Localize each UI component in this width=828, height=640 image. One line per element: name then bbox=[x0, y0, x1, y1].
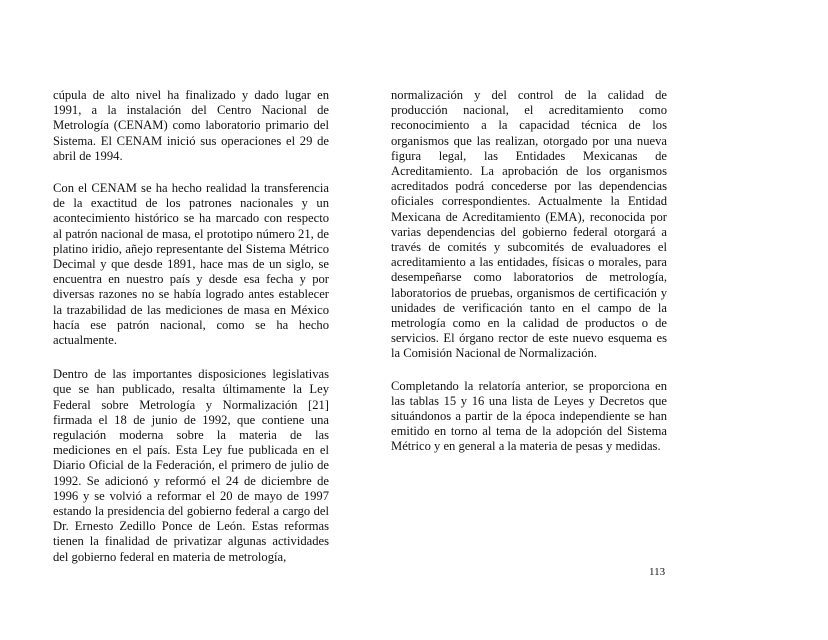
right-column bbox=[391, 88, 667, 474]
left-column bbox=[53, 88, 329, 584]
page-number: 113 bbox=[649, 566, 666, 578]
paragraph: Completando la relatoría anterior, se proporciona en las tablas 15 y 16 una lista de Leyes y Decretos que situándonos a partir de la época independiente se han emitido en torno al tema de la adopción del Sistema Métrico y en general a la materia de pesas y medidas. bbox=[391, 378, 667, 454]
paragraph: Dentro de las importantes disposiciones legislativas que se han publicado, resalta últimamente la Ley Federal sobre Metrología y Normalización [21] firmada el 18 de junio de 1992, que contiene una regulación moderna sobre la materia de las mediciones en el país. Esta Ley fue publicada en el Diario Oficial de la Federación, el primero de julio de 1992. Se adicionó y reformó el 24 de diciembre de 1996 y se volvió a reformar el 20 de mayo de 1997 estando la presidencia del gobierno federal a cargo del Dr. Ernesto Zedillo Ponce de León. Estas reformas tienen la finalidad de privatizar algunas actividades del gobierno federal en materia de metrología, bbox=[53, 367, 329, 564]
paragraph: normalización y del control de la calidad de producción nacional, el acreditamiento como reconocimiento a la capacidad técnica de los organismos que las realizan, otorgado por una nueva figura legal, las Entidades Mexicanas de Acreditamiento. La aprobación de los organismos acreditados podrá concederse por las dependencias oficiales correspondientes. Actualmente la Entidad Mexicana de Acreditamiento (EMA), reconocida por varias dependencias del gobierno federal otorgará a través de comités y subcomités de evaluadores el acreditamiento a las entidades, físicas o morales, para desempeñarse como laboratorios de metrología, laboratorios de pruebas, organismos de certificación y unidades de verificación tanto en el campo de la metrología como en la calidad de productos o de servicios. El órgano rector de este nuevo esquema es la Comisión Nacional de Normalización. bbox=[391, 88, 667, 361]
paragraph: Con el CENAM se ha hecho realidad la transferencia de la exactitud de los patrones nacionales y un acontecimiento histórico se ha marcado con respecto al patrón nacional de masa, el prototipo número 21, de platino iridio, añejo representante del Sistema Métrico Decimal y que desde 1891, hace mas de un siglo, se encuentra en nuestro país y desde esa fecha y por diversas razones no se había logrado antes establecer la trazabilidad de las mediciones de masa en México hacía ese patrón nacional, como se ha hecho actualmente. bbox=[53, 181, 329, 348]
paragraph: cúpula de alto nivel ha finalizado y dado lugar en 1991, a la instalación del Centro Nacional de Metrología (CENAM) como laboratorio primario del Sistema. El CENAM inició sus operaciones el 29 de abril de 1994. bbox=[53, 88, 329, 163]
